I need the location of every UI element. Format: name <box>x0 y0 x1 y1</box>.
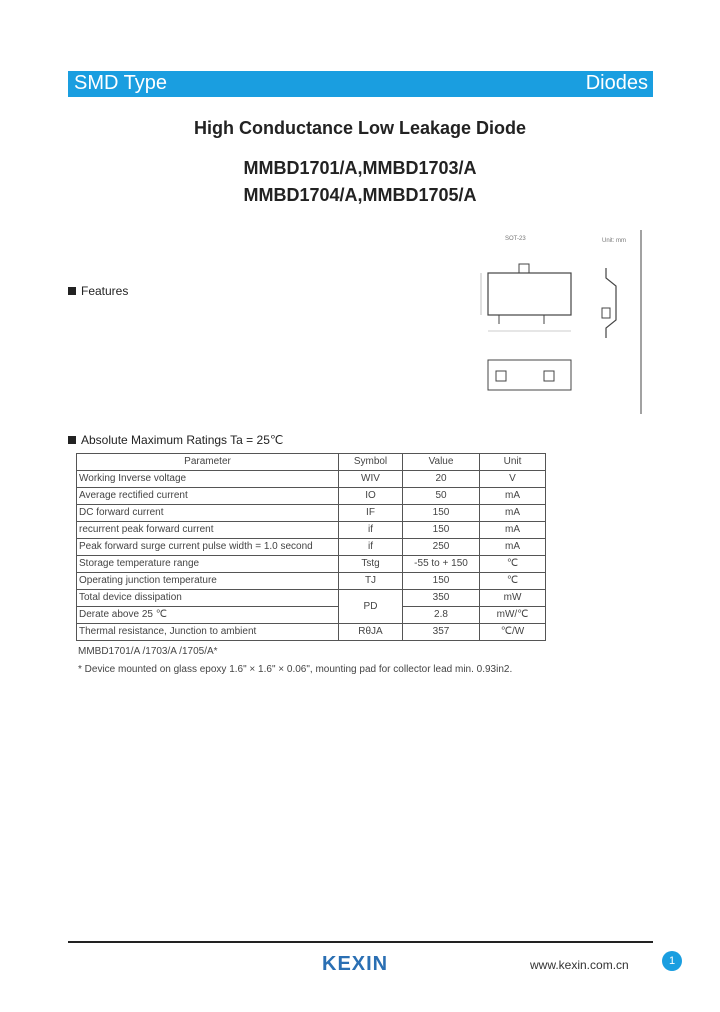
cell-value: 357 <box>403 624 480 641</box>
cell-value: 250 <box>403 539 480 556</box>
ratings-bullet-icon <box>68 436 76 444</box>
cell-unit: ℃/W <box>480 624 546 641</box>
cell-unit: ℃ <box>480 556 546 573</box>
cell-parameter: Storage temperature range <box>77 556 339 573</box>
col-header-value: Value <box>403 454 480 471</box>
website-link[interactable]: www.kexin.com.cn <box>530 958 629 972</box>
package-label: SOT-23 <box>505 236 526 242</box>
table-row <box>77 556 546 573</box>
cell-value: -55 to + 150 <box>403 556 480 573</box>
features-heading <box>68 284 128 298</box>
cell-unit: ℃ <box>480 573 546 590</box>
cell-parameter: Working Inverse voltage <box>77 471 339 488</box>
cell-parameter: Peak forward surge current pulse width = 1.0 second <box>77 539 339 556</box>
cell-parameter: Total device dissipation <box>77 590 339 607</box>
cell-unit: mA <box>480 505 546 522</box>
col-header-unit: Unit <box>480 454 546 471</box>
header-right: Diodes <box>585 72 648 94</box>
table-row <box>77 539 546 556</box>
table-row <box>77 607 546 624</box>
table-row <box>77 488 546 505</box>
side-profile <box>606 268 616 338</box>
features-bullet-icon <box>68 287 76 295</box>
header-left: SMD Type <box>74 72 167 94</box>
cell-parameter: Thermal resistance, Junction to ambient <box>77 624 339 641</box>
cell-value: 2.8 <box>403 607 480 624</box>
cell-parameter: DC forward current <box>77 505 339 522</box>
side-lead <box>602 308 610 318</box>
table-row <box>77 590 546 607</box>
cell-unit: mW/℃ <box>480 607 546 624</box>
cell-value: 350 <box>403 590 480 607</box>
col-header-parameter: Parameter <box>77 454 339 471</box>
footnote-mounting: * Device mounted on glass epoxy 1.6" × 1.6" × 0.06", mounting pad for collector lead min. 0.93in2. <box>78 664 513 675</box>
table-row <box>77 624 546 641</box>
cell-parameter: Operating junction temperature <box>77 573 339 590</box>
cell-symbol: if <box>339 522 403 539</box>
table-row <box>77 573 546 590</box>
cell-unit: mA <box>480 539 546 556</box>
pad-right <box>544 371 554 381</box>
footer-divider <box>68 941 653 943</box>
cell-unit: mW <box>480 590 546 607</box>
cell-parameter: Derate above 25 ℃ <box>77 607 339 624</box>
cell-value: 50 <box>403 488 480 505</box>
cell-symbol: TJ <box>339 573 403 590</box>
footprint-outline <box>488 360 571 390</box>
ratings-heading <box>68 433 283 447</box>
cell-value: 150 <box>403 522 480 539</box>
cell-symbol: WIV <box>339 471 403 488</box>
header-banner <box>68 71 653 97</box>
cell-unit: mA <box>480 522 546 539</box>
cell-value: 20 <box>403 471 480 488</box>
part-numbers-line-2: MMBD1704/A,MMBD1705/A <box>243 185 477 205</box>
package-outline-diagram <box>478 228 644 416</box>
pad-left <box>496 371 506 381</box>
cell-symbol: IO <box>339 488 403 505</box>
cell-unit: mA <box>480 488 546 505</box>
package-body <box>488 273 571 315</box>
table-header-row <box>77 454 546 471</box>
cell-symbol: if <box>339 539 403 556</box>
cell-symbol: IF <box>339 505 403 522</box>
part-numbers-line-1: MMBD1701/A,MMBD1703/A <box>243 158 477 178</box>
cell-symbol: PD <box>339 590 403 624</box>
page-title: High Conductance Low Leakage Diode <box>193 118 527 138</box>
table-row <box>77 505 546 522</box>
table-row <box>77 522 546 539</box>
page-number-badge: 1 <box>662 951 682 971</box>
cell-parameter: Average rectified current <box>77 488 339 505</box>
top-lead <box>519 264 529 273</box>
ratings-table <box>76 453 546 641</box>
kexin-logo: KEXIN <box>322 953 389 975</box>
col-header-symbol: Symbol <box>339 454 403 471</box>
cell-symbol: Tstg <box>339 556 403 573</box>
cell-symbol: RθJA <box>339 624 403 641</box>
cell-parameter: recurrent peak forward current <box>77 522 339 539</box>
features-label: Features <box>81 284 129 298</box>
table-row <box>77 471 546 488</box>
footnote-parts: MMBD1701/A /1703/A /1705/A* <box>78 646 218 657</box>
cell-value: 150 <box>403 573 480 590</box>
unit-label: Unit: mm <box>602 238 626 244</box>
cell-value: 150 <box>403 505 480 522</box>
cell-unit: V <box>480 471 546 488</box>
ratings-heading-text: Absolute Maximum Ratings Ta = 25℃ <box>81 433 284 447</box>
